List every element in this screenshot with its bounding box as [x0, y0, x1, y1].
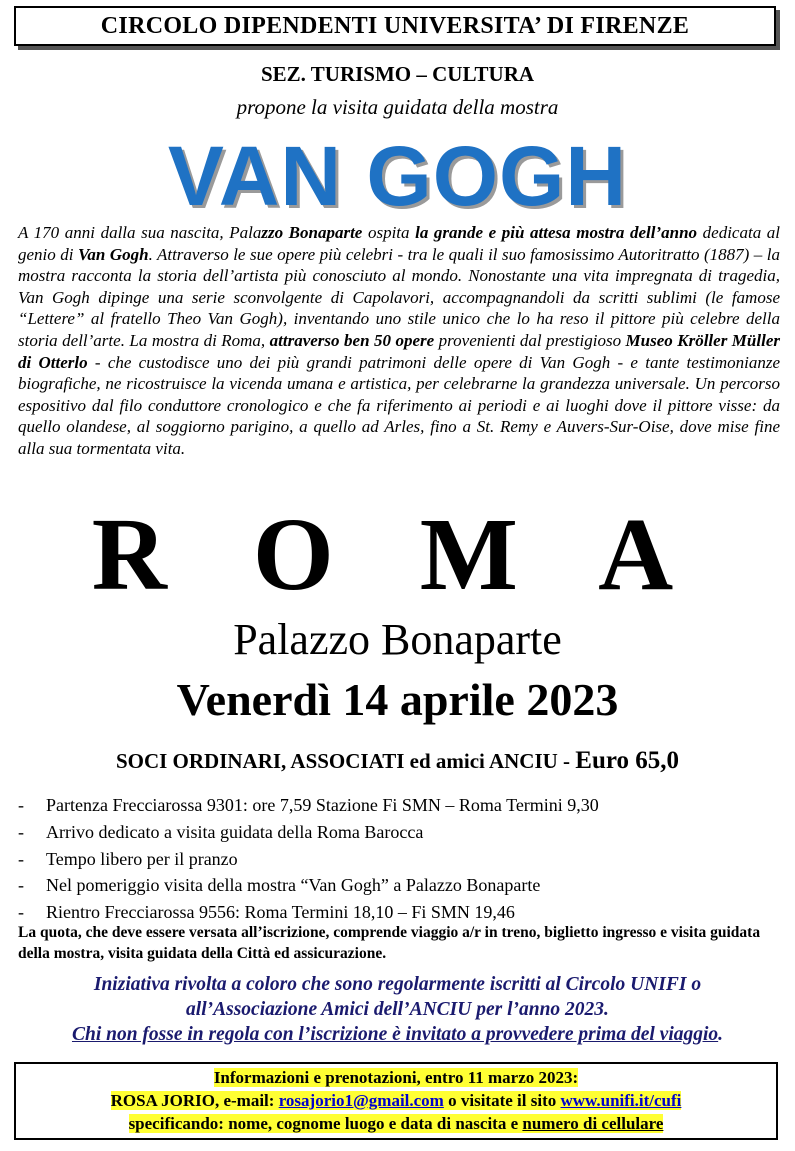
- initiative-line: all’Associazione Amici dell’ANCIU per l’anno 2023.: [186, 999, 609, 1020]
- desc-text: - che custodisce uno dei più grandi patrimoni delle opere di Van Gogh - e tante testimonianze biografiche, ne ricostruisce la vicenda umana e artistica, per celebrarne la grandezza universale. Un percorso espositivo dal filo conduttore cronologico e che fa riferimento ai periodi e ai luoghi dove il pittore visse: da quello olandese, al soggiorno parigino, a quello ad Arles, fino a St. Remy e Auvers-Sur-Oise, dove mise fine alla sua tormentata vita.: [18, 352, 780, 458]
- bullet-dash: -: [18, 821, 24, 842]
- website-link[interactable]: www.unifi.it/cufi: [560, 1091, 682, 1110]
- program-item: [18, 819, 778, 846]
- venue-title: Palazzo Bonaparte: [233, 615, 562, 664]
- info-deadline: Informazioni e prenotazioni, entro 11 marzo 2023:: [213, 1068, 579, 1087]
- email-link[interactable]: rosajorio1@gmail.com: [278, 1091, 444, 1110]
- event-date: Venerdì 14 aprile 2023: [176, 674, 619, 725]
- desc-text: provenienti dal prestigioso: [434, 330, 626, 350]
- program-item: [18, 846, 778, 873]
- program-item-text: Arrivo dedicato a visita guidata della Roma Barocca: [46, 821, 424, 842]
- organization-title: CIRCOLO DIPENDENTI UNIVERSITA’ DI FIRENZE: [100, 12, 690, 39]
- site-prefix: o visitate il sito: [443, 1091, 561, 1110]
- desc-works: attraverso ben 50 opere: [269, 330, 435, 350]
- quota-note: La quota, che deve essere versata all’iscrizione, comprende viaggio a/r in treno, biglietto ingresso e visita guidata della mostra, visita guidata della Città ed assicurazione.: [18, 924, 761, 962]
- program-item: [18, 792, 778, 819]
- pricing-audience: SOCI ORDINARI, ASSOCIATI ed amici ANCIU -: [115, 749, 576, 773]
- info-requirements-underlined: numero di cellulare: [522, 1114, 664, 1133]
- program-item-text: Tempo libero per il pranzo: [46, 848, 238, 869]
- initiative-warning-end: .: [718, 1024, 724, 1045]
- initiative-notice: [0, 972, 795, 1047]
- info-line: [16, 1067, 776, 1089]
- program-list: [18, 792, 778, 926]
- info-requirements: specificando: nome, cognome luogo e data di nascita e: [128, 1114, 523, 1133]
- pricing-line: [0, 746, 795, 776]
- pricing-price: Euro 65,0: [575, 747, 680, 774]
- desc-venue: zzo Bonaparte: [261, 223, 363, 242]
- bullet-dash: -: [18, 795, 24, 815]
- description-paragraph: [18, 222, 780, 460]
- initiative-line: Iniziativa rivolta a coloro che sono regolarmente iscritti al Circolo UNIFI o: [93, 974, 702, 995]
- bullet-dash: -: [18, 875, 24, 896]
- desc-museum: Museo Kröller Müller di Otterlo: [18, 330, 780, 372]
- program-item: [18, 872, 778, 899]
- city-title: R O M A: [91, 497, 704, 612]
- desc-artist: Van Gogh: [77, 244, 149, 264]
- subtitle: propone la visita guidata della mostra: [236, 95, 559, 119]
- desc-text: ospita: [362, 223, 416, 242]
- desc-text: A 170 anni dalla sua nascita, Pala: [18, 223, 262, 242]
- desc-highlight: la grande e più attesa mostra dell’anno: [415, 223, 698, 242]
- exhibition-title: VAN GOGH: [167, 129, 628, 223]
- bullet-dash: -: [18, 902, 24, 923]
- desc-text: . Attraverso le sue opere più celebri - tra le quali il suo famosissimo Autoritratto (1887) – la mostra racconta la storia dell’artista più conosciuto al mondo. Nonostante una vita impregnata di tragedia, Van Gogh dipinge una serie sconvolgente di Capolavori, accompagnandoli da scritti sublimi (le famose “Lettere” al fratello Theo Van Gogh), inventando uno stile unico che lo ha reso il pittore più celebre della storia dell’arte. La mostra di Roma,: [18, 244, 780, 350]
- program-item-text: Rientro Frecciarossa 9556: Roma Termini 18,10 – Fi SMN 19,46: [46, 902, 515, 923]
- info-line: [16, 1090, 776, 1112]
- bullet-dash: -: [18, 848, 24, 869]
- program-item-text: Nel pomeriggio visita della mostra “Van Gogh” a Palazzo Bonaparte: [46, 875, 541, 896]
- contact-name: ROSA JORIO, e-mail:: [110, 1091, 279, 1110]
- initiative-warning-text: Chi non fosse in regola con l’iscrizione è invitato a provvedere prima del viaggio: [71, 1024, 719, 1045]
- program-item-text: Partenza Frecciarossa 9301: ore 7,59 Stazione Fi SMN – Roma Termini 9,30: [46, 795, 599, 815]
- info-box: [14, 1062, 778, 1140]
- header-box: [14, 6, 776, 46]
- section-title: SEZ. TURISMO – CULTURA: [260, 62, 535, 86]
- initiative-warning: [0, 1022, 795, 1047]
- desc-text: dedicata al genio di: [18, 223, 780, 264]
- info-line: [16, 1113, 776, 1135]
